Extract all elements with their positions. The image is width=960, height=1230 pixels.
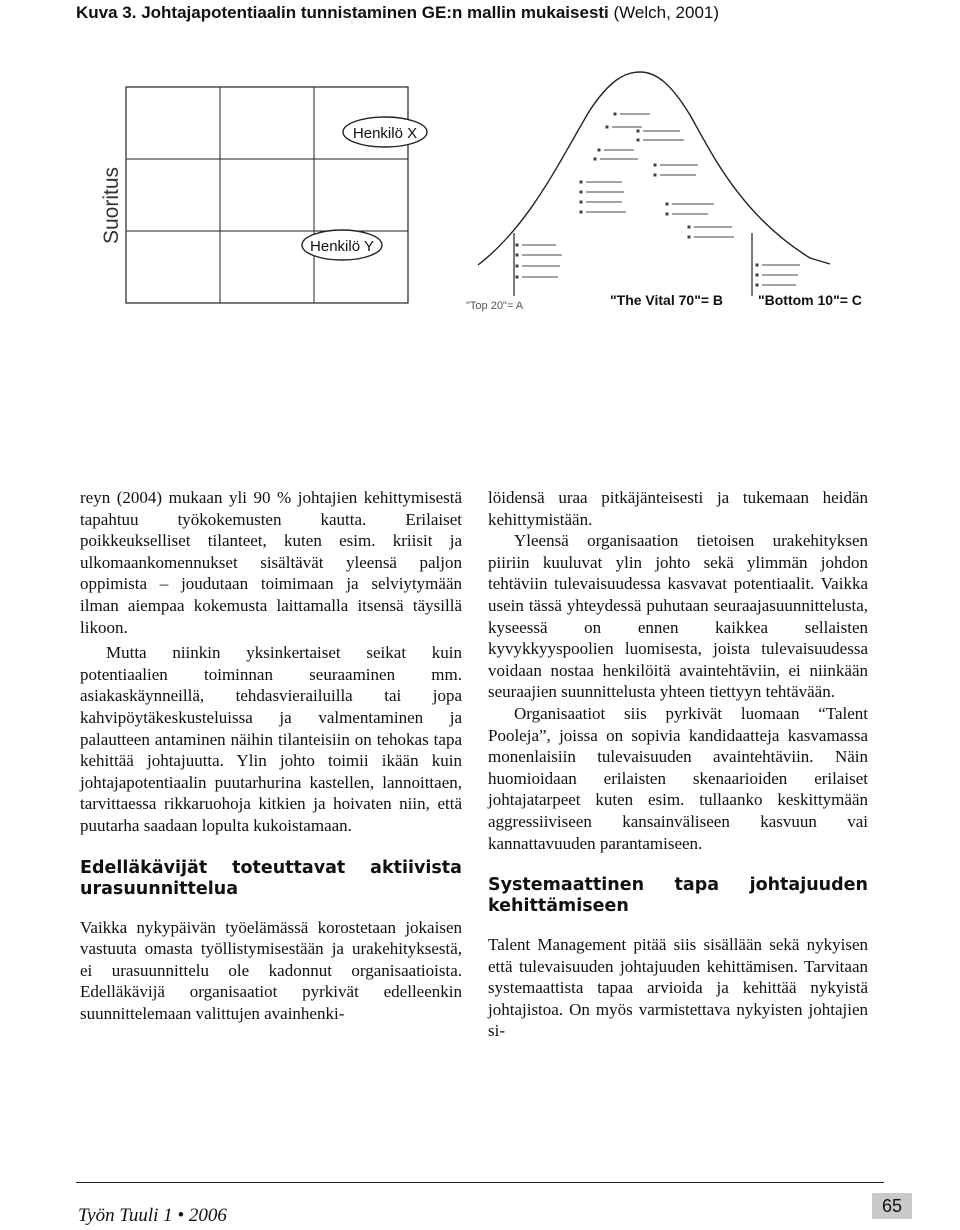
footer-publication: Työn Tuuli 1 • 2006 — [78, 1205, 227, 1226]
bell-curve — [478, 72, 830, 265]
right-column — [488, 487, 868, 1042]
right-paragraph-1: löidensä uraa pitkäjänteisesti ja tukemaan heidän kehittymistään. — [488, 488, 868, 529]
left-column — [80, 487, 462, 1024]
caption-source: (Welch, 2001) — [613, 3, 720, 22]
person-y-badge — [302, 230, 382, 260]
left-section-heading: Edelläkävijät toteuttavat aktiivista urasuunnittelua — [80, 857, 462, 899]
figure — [0, 0, 960, 330]
right-paragraph-2: Yleensä organisaation tietoisen urakehityksen piiriin kuuluvat ylin johto sekä ylimmän johdon tehtäviin tulevaisuudessa kasvavat potentiaalit. Vaikka usein tässä yhteydessä puhutaan seuraajasuunnittelusta, kyseessä on ennen kaikkea sellaisten kyvykkyyspoolien luomisesta, joista tulevaisuudessa voidaan nostaa henkilöitä avaintehtäviin, ei niinkään seuraajien suunnittelusta yhteen tiettyyn tehtävään. — [488, 531, 868, 702]
right-paragraph-4: Talent Management pitää siis sisällään sekä nykyisen että tulevaisuuden johtajuuden kehittämisen. Tarvitaan systemaattista tapaa arvioida ja kehittää nykyistä johtajistoa. On myös varmistettava nykyisten johtajien si- — [488, 935, 868, 1041]
person-y-label: Henkilö Y — [310, 238, 374, 255]
caption-label: Kuva 3. Johtajapotentiaalin tunnistaminen GE:n mallin mukaisesti — [76, 3, 609, 22]
right-paragraph-3: Organisaatiot siis pyrkivät luomaan “Talent Pooleja”, joissa on sopivia kandidaatteja kasvamassa monenlaisiin tulevaisuuden avaintehtäviin. Näin huomioidaan erilaisten skenaarioiden erilaiset johtajatarpeet kuten esim. tullaanko keskittymään aggressiiviseen kansainväliseen kasvuun vai kannattavuuden parantamiseen. — [488, 703, 868, 853]
left-paragraph-2: Mutta niinkin yksinkertaiset seikat kuin potentiaalien toiminnan seuraaminen mm. asiakaskäynneillä, tehdasvierailuilla tai jopa kahvipöytäkeskusteluissa ja valmentaminen ja palautteen antaminen näihin tilanteisiin on tehokas tapa kehittää johtajuutta. Ylin johto toimii ikään kuin johtajapotentiaalin puutarhurina kastellen, lannoittaen, tarvittaessa rikkaruohoja kitkien ja hoivaten niin, että puutarha saadaan lopulta kukoistamaan. — [80, 643, 462, 835]
curve-entry-marks — [516, 113, 800, 286]
right-section-heading: Systemaattinen tapa johtajuuden kehittämiseen — [488, 875, 868, 917]
left-paragraph-3: Vaikka nykypäivän työelämässä korostetaan jokaisen vastuuta omasta työllistymisestään ja urakehityksestä, ei urasuunnittelu ole kadonnut organisaatioista. Edelläkävijä organisaatiot pyrkivät edelleenkin suunnittelemaan valittujen avainhenki- — [80, 917, 462, 1023]
person-x-badge — [343, 117, 427, 147]
label-vital-70: "The Vital 70"= B — [610, 292, 724, 308]
label-bottom-10: "Bottom 10"= C — [758, 292, 862, 308]
person-x-label: Henkilö X — [352, 125, 418, 142]
grid-axis-label: Suoritus — [100, 166, 123, 244]
footer-divider — [76, 1182, 884, 1183]
label-top-20: "Top 20"= A — [466, 300, 524, 312]
left-paragraph-1: reyn (2004) mukaan yli 90 % johtajien kehittymisestä tapahtuu työkokemusten kautta. Erilaiset poikkeukselliset tilanteet, kuten esim. kriisit ja ulkomaankomennukset sisältävät yleensä paljon oppimista – joudutaan toimimaan ja selviytymään ilman aiempaa kokemusta laittamalla itsensä täysillä likoon. — [80, 488, 462, 637]
page-number: 65 — [872, 1193, 912, 1219]
